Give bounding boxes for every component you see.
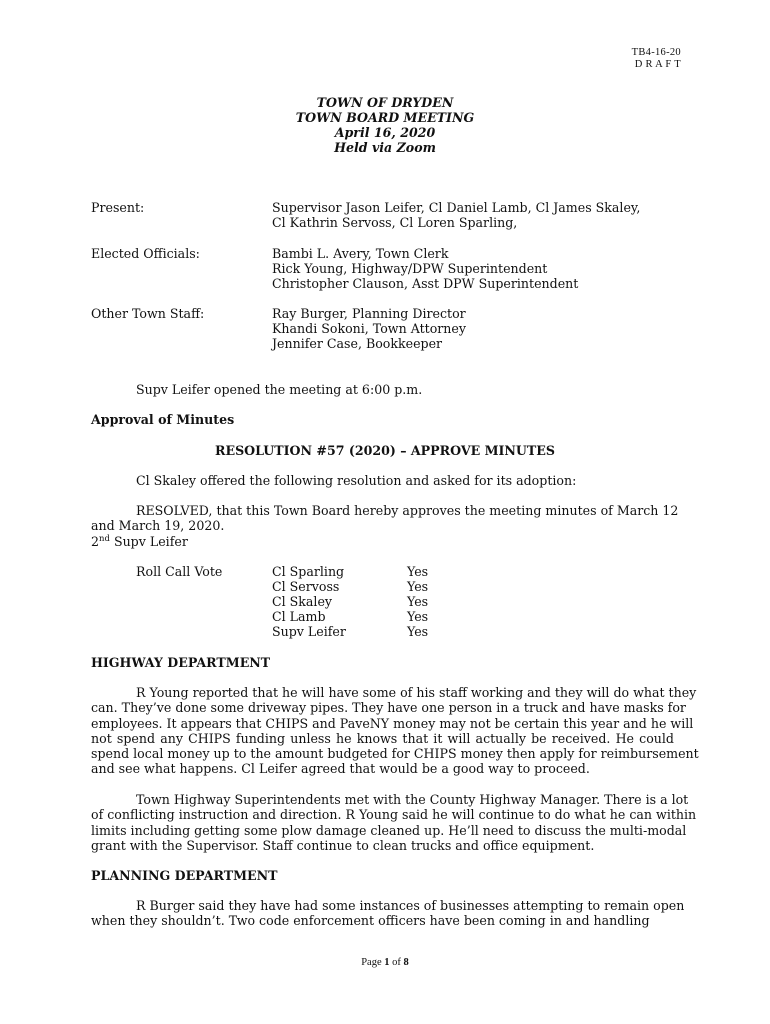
paragraph-line: and see what happens. Cl Leifer agreed that would be a good way to proceed.	[91, 761, 590, 777]
paragraph-line: of conflicting instruction and direction. R Young said he will continue to do what he can within	[91, 807, 697, 823]
paragraph-line: R Burger said they have had some instances of businesses attempting to remain open	[136, 898, 685, 913]
highway-heading: HIGHWAY DEPARTMENT	[91, 655, 271, 670]
paragraph-line: grant with the Supervisor. Staff continue to clean trucks and office equipment.	[91, 837, 595, 853]
planning-paragraph-1	[91, 898, 685, 929]
roll-call-label: Roll Call Vote	[136, 564, 223, 579]
page-of: of	[389, 957, 404, 968]
vote-member: Cl Servoss	[272, 579, 340, 594]
resolved-line: RESOLVED, that this Town Board hereby approves the meeting minutes of March 12	[136, 503, 679, 518]
paragraph-line: spend local money up to the amount budgeted for CHIPS money then apply for reimbursement	[91, 746, 699, 762]
meeting-date: April 16, 2020	[334, 125, 436, 140]
paragraph-line: can. They’ve done some driveway pipes. They have one person in a truck and have masks for	[91, 700, 686, 716]
elected-official: Rick Young, Highway/DPW Superintendent	[272, 261, 548, 276]
page-number	[0, 955, 770, 970]
opening-statement: Supv Leifer opened the meeting at 6:00 p.m.	[136, 382, 423, 397]
elected-official: Christopher Clauson, Asst DPW Superintendent	[272, 276, 579, 291]
paragraph-line: R Young reported that he will have some of his staff working and they will do what they	[136, 685, 697, 700]
page-total: 8	[403, 957, 409, 968]
paragraph-line: not spend any CHIPS funding unless he knows that it will actually be received. He could	[91, 730, 674, 746]
page-prefix: Page	[361, 957, 385, 968]
paragraph-line: employees. It appears that CHIPS and PaveNY money may not be certain this year and he will	[91, 715, 694, 731]
draft-label: D R A F T	[634, 59, 681, 70]
resolved-line: and March 19, 2020.	[91, 518, 225, 534]
vote-value: Yes	[407, 594, 429, 609]
paragraph-line: Town Highway Superintendents met with the County Highway Manager. There is a lot	[136, 792, 689, 807]
present-line: Supervisor Jason Leifer, Cl Daniel Lamb, Cl James Skaley,	[272, 200, 641, 215]
vote-value: Yes	[407, 564, 429, 579]
seconded-by	[91, 534, 188, 549]
vote-member: Cl Sparling	[272, 564, 345, 579]
staff-member: Jennifer Case, Bookkeeper	[272, 336, 443, 351]
vote-value: Yes	[407, 579, 429, 594]
staff-member: Khandi Sokoni, Town Attorney	[272, 321, 466, 336]
vote-member: Cl Lamb	[272, 609, 326, 624]
planning-heading: PLANNING DEPARTMENT	[91, 868, 278, 883]
second-number: 2	[91, 534, 100, 549]
minutes-heading: Approval of Minutes	[91, 412, 235, 427]
paragraph-line: limits including getting some plow damage cleaned up. He’ll need to discuss the multi-modal	[91, 822, 687, 838]
resolved-paragraph	[91, 503, 679, 534]
elected-official: Bambi L. Avery, Town Clerk	[272, 246, 449, 261]
page-current: 1	[384, 957, 390, 968]
second-ordinal: nd	[99, 533, 110, 544]
paragraph-line: when they shouldn’t. Two code enforcement officers have been coming in and handling	[91, 913, 650, 929]
highway-paragraph-2	[91, 792, 697, 853]
present-label: Present:	[91, 200, 145, 215]
document-code: TB4-16-20	[631, 47, 681, 58]
other-staff-label: Other Town Staff:	[91, 306, 205, 321]
town-name: TOWN OF DRYDEN	[316, 95, 454, 110]
vote-member: Cl Skaley	[272, 594, 333, 609]
resolution-title: RESOLUTION #57 (2020) – APPROVE MINUTES	[215, 443, 555, 458]
second-name: Supv Leifer	[109, 534, 188, 549]
vote-member: Supv Leifer	[272, 624, 346, 639]
staff-member: Ray Burger, Planning Director	[272, 306, 466, 321]
vote-value: Yes	[407, 609, 429, 624]
meeting-name: TOWN BOARD MEETING	[295, 110, 475, 125]
elected-officials-label: Elected Officials:	[91, 246, 200, 261]
present-line: Cl Kathrin Servoss, Cl Loren Sparling,	[272, 215, 518, 230]
meeting-location: Held via Zoom	[334, 140, 436, 155]
resolution-offered: Cl Skaley offered the following resolution and asked for its adoption:	[136, 473, 577, 488]
highway-paragraph-1	[91, 685, 699, 777]
vote-value: Yes	[407, 624, 429, 639]
